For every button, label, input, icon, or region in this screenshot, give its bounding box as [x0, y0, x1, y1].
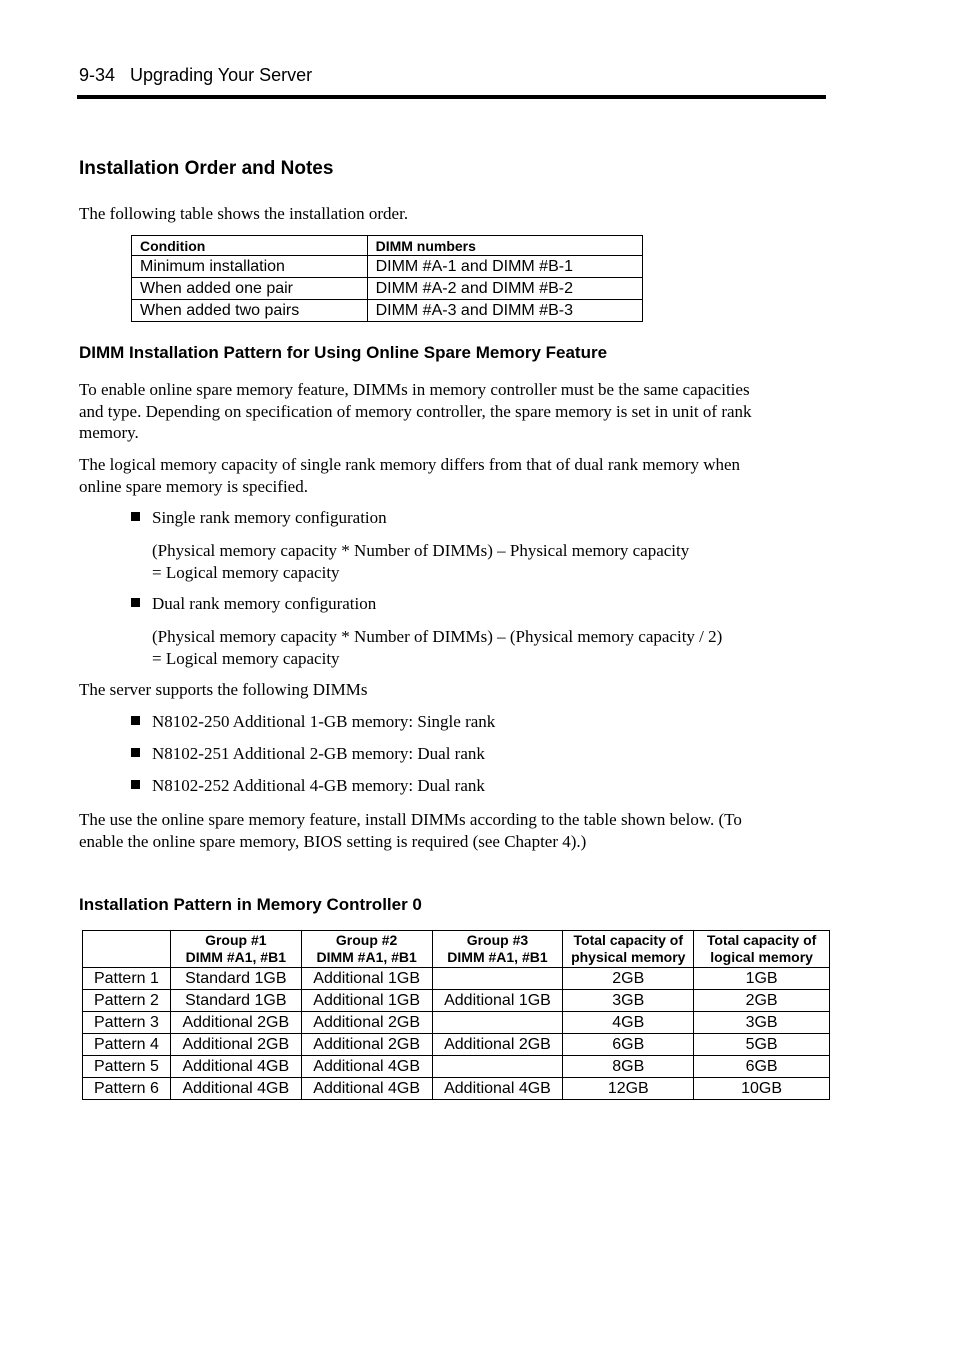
running-header: 9-34 Upgrading Your Server: [79, 65, 313, 85]
square-bullet-icon: [131, 598, 140, 607]
table-cell: 6GB: [563, 1034, 694, 1056]
table-cell: When added two pairs: [132, 300, 368, 322]
table-cell: Minimum installation: [132, 256, 368, 278]
header-rule: [77, 95, 826, 99]
table-cell: Additional 2GB: [432, 1034, 563, 1056]
section-title-controller-0: Installation Pattern in Memory Controller 0: [79, 895, 422, 914]
table-cell: Pattern 5: [83, 1056, 171, 1078]
table-cell: Standard 1GB: [170, 968, 301, 990]
text-line: The logical memory capacity of single rank memory differs from that of dual rank memory when: [79, 455, 741, 474]
bullet-single-rank: [131, 508, 387, 528]
table-cell: [432, 1056, 563, 1078]
pattern-table-body: [83, 968, 830, 1100]
paragraph-supported-dimms: The server supports the following DIMMs: [79, 680, 368, 699]
table-header-row: [83, 931, 830, 968]
table-cell: Additional 4GB: [301, 1078, 432, 1100]
section-title-online-spare: DIMM Installation Pattern for Using Online Spare Memory Feature: [79, 343, 608, 362]
bullet-dimm-252: [131, 776, 485, 796]
table-row: [83, 990, 830, 1012]
bullet-text: N8102-251 Additional 2-GB memory: Dual rank: [152, 744, 485, 763]
square-bullet-icon: [131, 512, 140, 521]
table-cell: Additional 4GB: [301, 1056, 432, 1078]
table-cell: Additional 4GB: [432, 1078, 563, 1100]
table-cell: Additional 2GB: [170, 1034, 301, 1056]
square-bullet-icon: [131, 780, 140, 789]
square-bullet-icon: [131, 748, 140, 757]
table-cell: Additional 4GB: [170, 1056, 301, 1078]
column-header: DIMM numbers: [367, 236, 642, 256]
table-row: [83, 1034, 830, 1056]
table-cell: Additional 2GB: [301, 1012, 432, 1034]
table-cell: 5GB: [694, 1034, 830, 1056]
text-line: To enable online spare memory feature, DIMMs in memory controller must be the same capacities: [79, 380, 750, 399]
bullet-dimm-251: [131, 744, 485, 764]
column-header: Group #2 DIMM #A1, #B1: [301, 931, 432, 968]
table-row: [83, 1012, 830, 1034]
table-row: [83, 968, 830, 990]
table-cell: Additional 2GB: [170, 1012, 301, 1034]
table-cell: 3GB: [563, 990, 694, 1012]
table-cell: When added one pair: [132, 278, 368, 300]
table-row: [83, 1078, 830, 1100]
table-cell: 2GB: [563, 968, 694, 990]
square-bullet-icon: [131, 716, 140, 725]
table-cell: DIMM #A-1 and DIMM #B-1: [367, 256, 642, 278]
table-cell: Additional 1GB: [432, 990, 563, 1012]
column-header: Total capacity of logical memory: [694, 931, 830, 968]
intro-paragraph: The following table shows the installation order.: [79, 204, 409, 223]
text-line: (Physical memory capacity * Number of DIMMs) – (Physical memory capacity / 2): [152, 627, 723, 646]
table-cell: Pattern 2: [83, 990, 171, 1012]
text-line: = Logical memory capacity: [152, 562, 340, 582]
table-cell: 2GB: [694, 990, 830, 1012]
table-cell: Standard 1GB: [170, 990, 301, 1012]
table-cell: 6GB: [694, 1056, 830, 1078]
table-header-row: [132, 236, 643, 256]
text-line: memory.: [79, 423, 139, 442]
bullet-dimm-250: [131, 712, 495, 732]
text-line: The use the online spare memory feature, install DIMMs according to the table shown below. (To: [79, 810, 742, 829]
table-cell: Additional 1GB: [301, 990, 432, 1012]
table-cell: Additional 2GB: [301, 1034, 432, 1056]
formula-dual-rank: [152, 626, 722, 669]
column-header: Group #3 DIMM #A1, #B1: [432, 931, 563, 968]
table-cell: Additional 1GB: [301, 968, 432, 990]
table-row: [132, 300, 643, 322]
table-cell: DIMM #A-2 and DIMM #B-2: [367, 278, 642, 300]
table-cell: 4GB: [563, 1012, 694, 1034]
column-header: [83, 931, 171, 968]
table-cell: Pattern 3: [83, 1012, 171, 1034]
table-cell: Pattern 1: [83, 968, 171, 990]
paragraph-logical-capacity: [79, 454, 824, 497]
column-header: Group #1 DIMM #A1, #B1: [170, 931, 301, 968]
text-line: enable the online spare memory, BIOS setting is required (see Chapter 4).): [79, 831, 587, 851]
table-row: [83, 1056, 830, 1078]
table-cell: 3GB: [694, 1012, 830, 1034]
table-cell: [432, 968, 563, 990]
table-cell: Pattern 4: [83, 1034, 171, 1056]
bullet-dual-rank: [131, 594, 376, 614]
table-cell: 1GB: [694, 968, 830, 990]
bullet-text: N8102-250 Additional 1-GB memory: Single rank: [152, 712, 496, 731]
table-cell: DIMM #A-3 and DIMM #B-3: [367, 300, 642, 322]
text-line: (Physical memory capacity * Number of DIMMs) – Physical memory capacity: [152, 541, 690, 560]
table-cell: 12GB: [563, 1078, 694, 1100]
table-cell: [432, 1012, 563, 1034]
table-row: [132, 256, 643, 278]
bullet-text: Dual rank memory configuration: [152, 594, 377, 613]
formula-single-rank: [152, 540, 689, 583]
text-line: = Logical memory capacity: [152, 648, 340, 668]
table-cell: 10GB: [694, 1078, 830, 1100]
section-title-installation-order: Installation Order and Notes: [79, 158, 334, 179]
text-line: online spare memory is specified.: [79, 476, 308, 496]
table-cell: 8GB: [563, 1056, 694, 1078]
column-header: Total capacity of physical memory: [563, 931, 694, 968]
bullet-text: N8102-252 Additional 4-GB memory: Dual rank: [152, 776, 485, 795]
table-cell: Pattern 6: [83, 1078, 171, 1100]
paragraph-use-online-spare: [79, 809, 824, 852]
table-row: [132, 278, 643, 300]
paragraph-online-spare-intro: [79, 379, 824, 444]
installation-pattern-table: [82, 930, 830, 1100]
bullet-text: Single rank memory configuration: [152, 508, 387, 527]
installation-order-table: [131, 235, 643, 322]
table-cell: Additional 4GB: [170, 1078, 301, 1100]
column-header: Condition: [132, 236, 368, 256]
text-line: and type. Depending on specification of memory controller, the spare memory is set in unit of rank: [79, 401, 752, 421]
